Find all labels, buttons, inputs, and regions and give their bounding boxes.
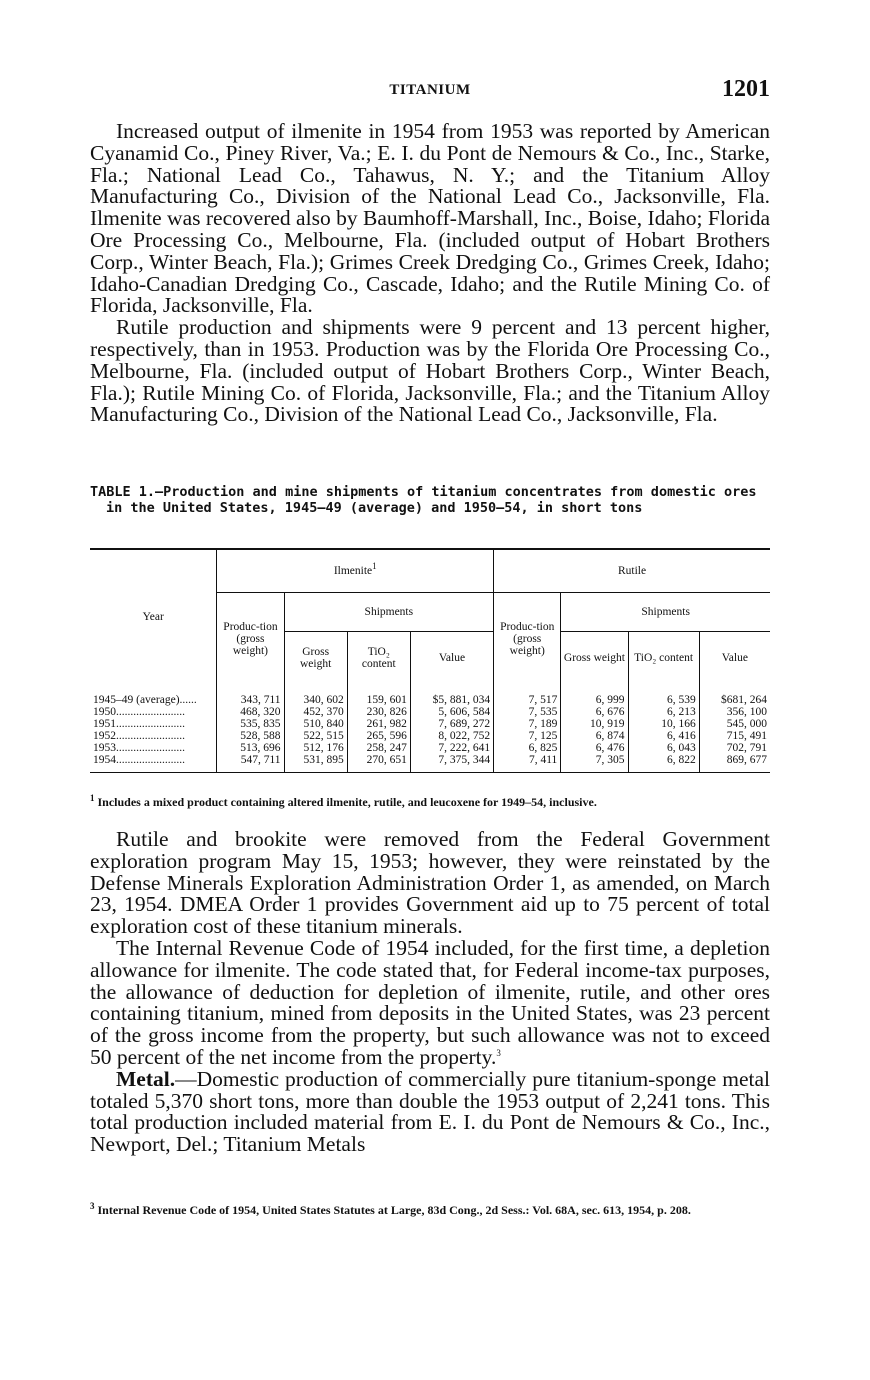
leader-dots: ......	[179, 694, 197, 706]
table-footnote-text: Includes a mixed product containing altered ilmenite, rutile, and leucoxene for 1949–54, inclusive.	[97, 795, 597, 809]
table-cell-il-prod: 513, 696	[217, 742, 284, 754]
table-cell-il-value: 8, 022, 752	[410, 730, 493, 742]
table-cell-ru-tio2: 6, 043	[628, 742, 699, 754]
table-cell-ru-value: 545, 000	[699, 718, 770, 730]
table-cell-il-gross: 512, 176	[284, 742, 347, 754]
table-cell-year: 1954........................	[90, 754, 217, 773]
table-cell-il-gross: 510, 840	[284, 718, 347, 730]
table-body	[90, 684, 770, 773]
production-table	[90, 548, 770, 773]
header-ilmenite-label: Ilmenite	[333, 565, 373, 577]
table-cell-ru-tio2: 6, 822	[628, 754, 699, 773]
table-cell-ru-gross: 6, 676	[561, 706, 628, 718]
header-rutile-gross-weight: Gross weight	[561, 632, 628, 685]
page-footnote-text: Internal Revenue Code of 1954, United States Statutes at Large, 83d Cong., 2d Sess.: Vol. 68A, sec. 613, 1954, p. 208.	[97, 1203, 691, 1217]
table-row	[90, 706, 770, 718]
page-number: 1201	[722, 76, 770, 102]
header-rutile: Rutile	[494, 549, 770, 593]
table-cell-il-prod: 528, 588	[217, 730, 284, 742]
metal-lead: Metal.	[116, 1066, 176, 1091]
paragraph-rutile-production: Rutile production and shipments were 9 percent and 13 percent higher, respectively, than in 1953. Production was by the Florida Ore Processing Co., Melbourne, Fla. (included output of Hobart Brothers Corp., Winter Beach, Fla.); Rutile Mining Co. of Florida, Jacksonville, Fla.; and the Titanium Alloy Manufacturing Co., Division of the National Lead Co., Jacksonville, Fla.	[90, 315, 770, 427]
header-rutile-shipments: Shipments	[561, 593, 770, 632]
table-cell-ru-gross: 6, 999	[561, 684, 628, 706]
table-cell-year: 1953........................	[93, 742, 185, 754]
table-cell-il-prod: 547, 711	[217, 754, 284, 773]
table-row	[90, 730, 770, 742]
table-cell-ru-gross: 7, 305	[561, 754, 628, 773]
table-cell-ru-tio2: 6, 539	[628, 684, 699, 706]
depletion-footnote-mark: 3	[496, 1047, 501, 1058]
table-cell-ru-prod: 7, 517	[494, 684, 561, 706]
table-cell-il-tio2: 258, 247	[347, 742, 410, 754]
table-cell-ru-prod: 7, 125	[494, 730, 561, 742]
lower-text-block	[90, 829, 770, 1156]
running-title: TITANIUM	[389, 82, 471, 98]
table-cell-il-tio2: 265, 596	[347, 730, 410, 742]
table-cell-ru-value: 356, 100	[699, 706, 770, 718]
table-cell-il-prod: 535, 835	[217, 718, 284, 730]
header-ilmenite-footnote-mark: 1	[372, 561, 377, 572]
table-cell-ru-prod: 7, 411	[494, 754, 561, 773]
table-row	[90, 684, 770, 706]
table-cell-il-gross: 340, 602	[284, 684, 347, 706]
table-cell-ru-value: 715, 491	[699, 730, 770, 742]
header-rutile-value: Value	[699, 632, 770, 685]
table-cell-year: 1951........................	[93, 718, 185, 730]
table-cell-il-gross: 522, 515	[284, 730, 347, 742]
running-head	[90, 76, 770, 106]
table-row	[90, 718, 770, 730]
table-cell-il-value: 7, 689, 272	[410, 718, 493, 730]
header-rutile-production: Produc-tion (gross weight)	[494, 593, 561, 685]
table-cell-il-tio2: 270, 651	[347, 754, 410, 773]
paragraph-metal	[90, 1066, 770, 1157]
intro-text-block	[90, 121, 770, 426]
table-cell-ru-prod: 6, 825	[494, 742, 561, 754]
table-row	[90, 754, 770, 773]
leader-dots: ........................	[116, 706, 185, 718]
table-cell-ru-tio2: 10, 166	[628, 718, 699, 730]
leader-dots: ........................	[116, 742, 185, 754]
header-ilmenite-value: Value	[410, 632, 493, 685]
table-cell-il-gross: 531, 895	[284, 754, 347, 773]
table-cell-ru-prod: 7, 535	[494, 706, 561, 718]
header-ilmenite-production: Produc-tion (gross weight)	[217, 593, 284, 685]
table-cell-year: 1945–49 (average)......	[93, 694, 197, 706]
table-cell-il-value: 7, 222, 641	[410, 742, 493, 754]
table-cell-il-value: 5, 606, 584	[410, 706, 493, 718]
table-footnote	[90, 795, 770, 810]
table-cell-ru-tio2: 6, 416	[628, 730, 699, 742]
table-cell-ru-value: 702, 791	[699, 742, 770, 754]
table-cell-il-value: $5, 881, 034	[410, 684, 493, 706]
table-cell-ru-gross: 6, 476	[561, 742, 628, 754]
table-cell-il-tio2: 261, 982	[347, 718, 410, 730]
table-cell-ru-value: $681, 264	[699, 684, 770, 706]
leader-dots: ........................	[116, 718, 185, 730]
table-cell-il-prod: 468, 320	[217, 706, 284, 718]
header-ilmenite-gross-weight: Gross weight	[284, 632, 347, 685]
header-ilmenite	[217, 549, 494, 593]
table-cell-ru-gross: 6, 874	[561, 730, 628, 742]
paragraph-depletion-allowance	[90, 935, 770, 1069]
header-year: Year	[90, 549, 217, 684]
table-cell-il-tio2: 159, 601	[347, 684, 410, 706]
header-ilmenite-tio2: TiO₂ content	[347, 632, 410, 685]
titanium-table	[90, 548, 770, 773]
paragraph-ilmenite-output: Increased output of ilmenite in 1954 from 1953 was reported by American Cyanamid Co., Piney River, Va.; E. I. du Pont de Nemours & Co., Inc., Starke, Fla.; National Lead Co., Tahawus, N. Y.; and the Titanium Alloy Manufacturing Co., Division of the National Lead Co., Jacksonville, Fla. Ilmenite was recovered also by Baumhoff-Marshall, Inc., Boise, Idaho; Florida Ore Processing Co., Melbourne, Fla. (included output of Hobart Brothers Corp., Winter Beach, Fla.); Grimes Creek Dredging Co., Grimes Creek, Idaho; Idaho-Canadian Dredging Co., Cascade, Idaho; and the Rutile Mining Co. of Florida, Jacksonville, Fla.	[90, 119, 770, 318]
metal-text: —Domestic production of commercially pure titanium-sponge metal totaled 5,370 short tons, more than double the 1953 output of 2,241 tons. This total production included material from E. I. du Pont de Nemours & Co., Inc., Newport, Del.; Titanium Metals	[90, 1066, 770, 1157]
leader-dots: ........................	[116, 754, 185, 766]
table-cell-il-gross: 452, 370	[284, 706, 347, 718]
table-cell-il-tio2: 230, 826	[347, 706, 410, 718]
leader-dots: ........................	[116, 730, 185, 742]
table-cell-year: 1952........................	[93, 730, 185, 742]
header-ilmenite-shipments: Shipments	[284, 593, 494, 632]
page-footnote-mark: 3	[90, 1201, 95, 1211]
table-cell-il-value: 7, 375, 344	[410, 754, 493, 773]
table-cell-ru-prod: 7, 189	[494, 718, 561, 730]
table-cell-ru-tio2: 6, 213	[628, 706, 699, 718]
depletion-text: The Internal Revenue Code of 1954 included, for the first time, a depletion allowance for ilmenite. The code stated that, for Federal income-tax purposes, the allowance of deduction for depletion of ilmenite, rutile, and other ores containing titanium, mined from deposits in the United States, was 23 percent of the gross income from the property, but such allowance was not to exceed 50 percent of the net income from the property.	[90, 935, 770, 1069]
table-caption	[90, 484, 770, 516]
table-cell-il-prod: 343, 711	[217, 684, 284, 706]
paragraph-exploration-program: Rutile and brookite were removed from the Federal Government exploration program May 15, 1953; however, they were reinstated by the Defense Minerals Exploration Administration Order 1, as amended, on March 23, 1954. DMEA Order 1 provides Government aid up to 75 percent of total exploration cost of these titanium minerals.	[90, 827, 770, 939]
table-footnote-mark: 1	[90, 793, 95, 803]
header-rutile-tio2: TiO₂ content	[628, 632, 699, 685]
table-caption-text: TABLE 1.—Production and mine shipments of titanium concentrates from domestic ores in the United States, 1945–49 (average) and 1950–54, in short tons	[90, 484, 757, 516]
table-cell-year: 1950........................	[93, 706, 185, 718]
table-cell-ru-gross: 10, 919	[561, 718, 628, 730]
table-cell-ru-value: 869, 677	[699, 754, 770, 773]
table-row	[90, 742, 770, 754]
page-footnote	[90, 1203, 770, 1217]
